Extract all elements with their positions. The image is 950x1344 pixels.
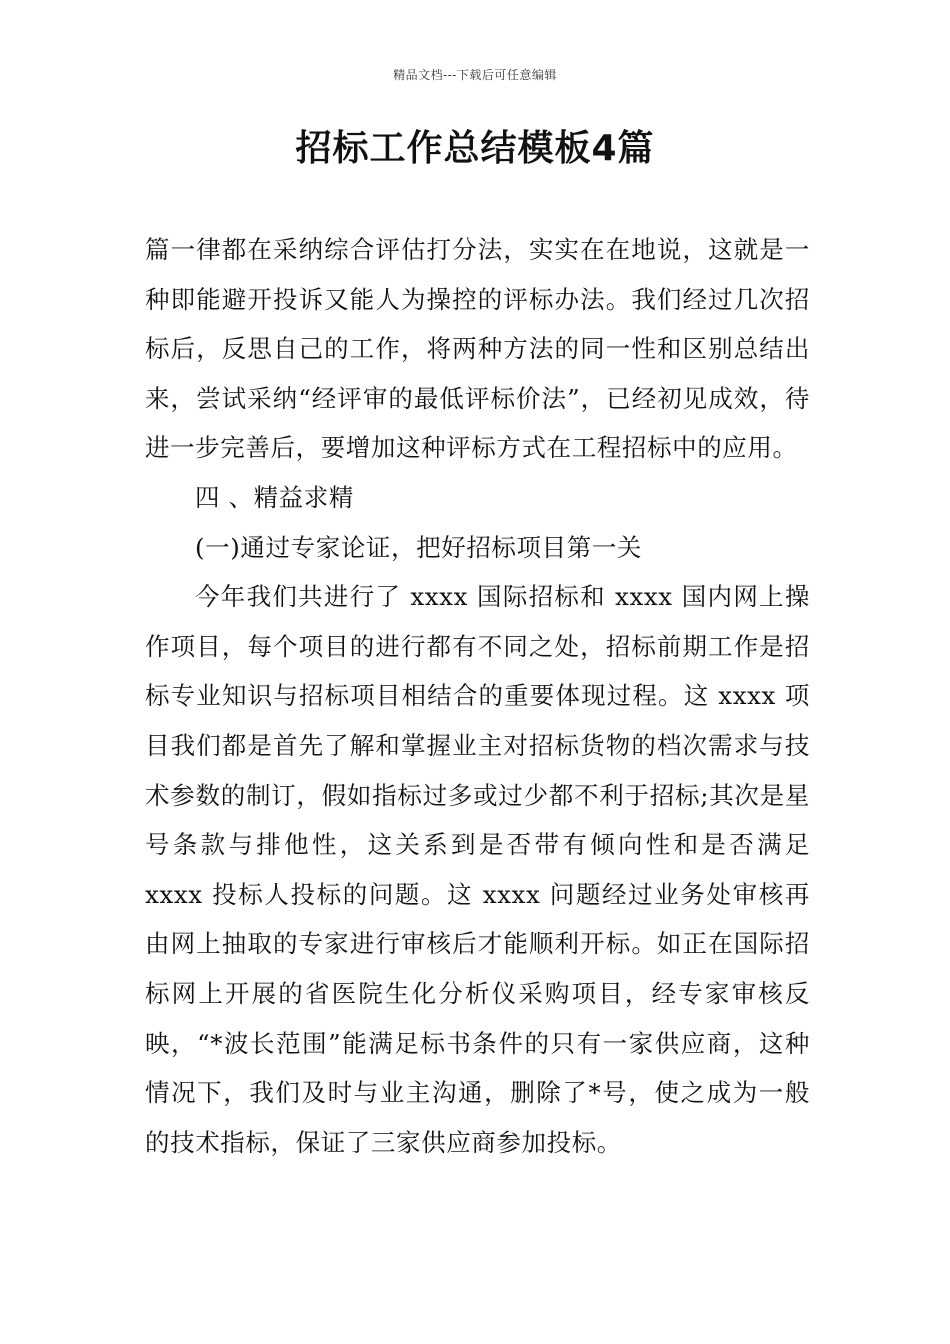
document-title: 招标工作总结模板4篇 xyxy=(295,128,655,169)
subsection-heading: (一)通过专家论证，把好招标项目第一关 xyxy=(195,532,643,562)
section-heading: 四 、精益求精 xyxy=(195,482,354,512)
document-body xyxy=(145,225,810,1167)
paragraph-continuation: 篇一律都在采纳综合评估打分法，实实在在地说，这就是一种即能避开投诉又能人为操控的评标办法。我们经过几次招标后，反思自己的工作，将两种方法的同一性和区别总结出来，尝试采纳“经评审的最低评标价法”，已经初见成效，待进一步完善后，要增加这种评标方式在工程招标中的应用。 xyxy=(145,235,810,463)
header-note: 精品文档---下载后可任意编辑 xyxy=(393,68,557,82)
paragraph-body: 今年我们共进行了 xxxx 国际招标和 xxxx 国内网上操作项目，每个项目的进行都有不同之处，招标前期工作是招标专业知识与招标项目相结合的重要体现过程。这 xxxx 项目我们都是首先了解和掌握业主对招标货物的档次需求与技术参数的制订，假如指标过多或过少都不利于招标;其次是星号条款与排他性，这关系到是否带有倾向性和是否满足 xxxx 投标人投标的问题。这 xxxx 问题经过业务处审核再由网上抽取的专家进行审核后才能顺利开标。如正在国际招标网上开展的省医院生化分析仪采购项目，经专家审核反映，“*波长范围”能满足标书条件的只有一家供应商，这种情况下，我们及时与业主沟通，删除了*号，使之成为一般的技术指标，保证了三家供应商参加投标。 xyxy=(145,582,810,1157)
